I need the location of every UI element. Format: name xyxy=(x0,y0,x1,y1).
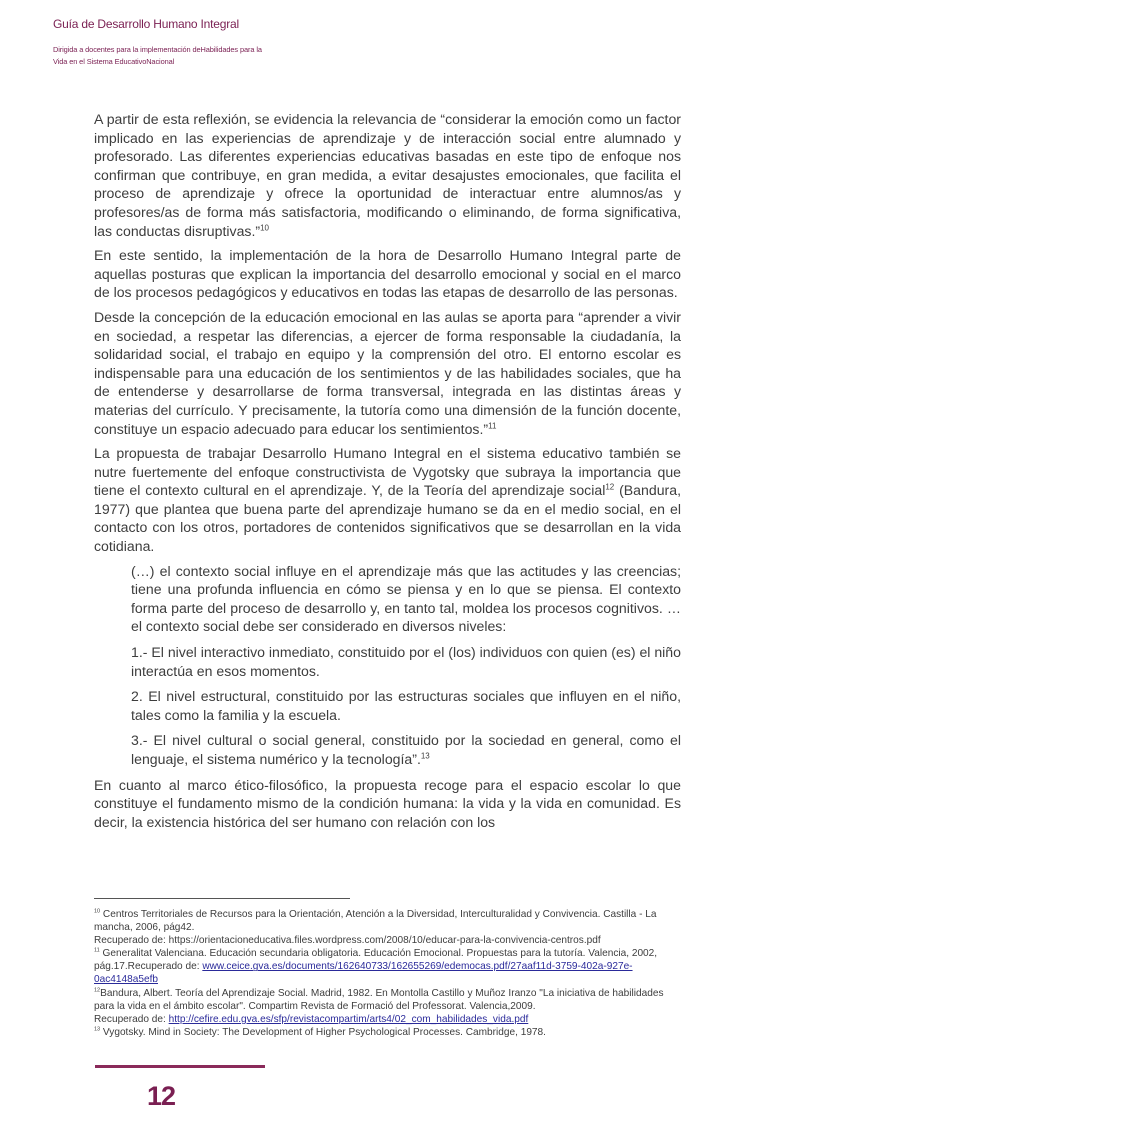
footnote-number: 13 xyxy=(94,1026,101,1033)
quote-intro: (…) el contexto social influye en el aprendizaje más que las actitudes y las creencias; tiene una profunda influencia en cómo se piensa y en lo que se piensa. El contexto forma parte del proceso de desarrollo y, en tanto tal, moldea los procesos cognitivos. … el contexto social debe ser considerado en diversos niveles: xyxy=(131,562,681,635)
footnote-11 xyxy=(94,947,684,986)
quote-item-2: 2. El nivel estructural, constituido por las estructuras sociales que influyen en el niño, tales como la familia y la escuela. xyxy=(131,688,681,723)
footnote-text: Centros Territoriales de Recursos para la Orientación, Atención a la Diversidad, Interculturalidad y Convivencia. Castilla - La mancha, 2006, pág42. xyxy=(94,909,657,934)
footnote-ref-10[interactable]: 10 xyxy=(260,222,269,232)
footnote-10 xyxy=(94,908,684,947)
footnotes xyxy=(94,908,684,1039)
page-number: 12 xyxy=(147,1081,176,1111)
header-subtitle-line1: Dirigida a docentes para la implementación deHabilidades para la xyxy=(53,45,262,54)
footnote-prefix: Recuperado de: xyxy=(94,1013,169,1025)
quote-item-1: 1.- El nivel interactivo inmediato, constituido por el (los) individuos con quien (es) el niño interactúa en esos momentos. xyxy=(131,644,681,679)
footnote-link[interactable]: http://cefire.edu.gva.es/sfp/revistacompartim/arts4/02_com_habilidades_vida.pdf xyxy=(168,1013,529,1025)
paragraph-text-cont: (Bandura, 1977) que plantea que buena parte del aprendizaje humano se da en el medio social, en el contacto con los otros, portadores de contenidos significativos que se desarrollan en la vida cotidiana. xyxy=(94,482,681,555)
paragraph-text: A partir de esta reflexión, se evidencia la relevancia de “considerar la emoción como un factor implicado en las experiencias de aprendizaje y de interacción social entre alumnado y profesorado. Las diferentes experiencias educativas basadas en este tipo de enfoque nos confirman que contribuye, en gran medida, a evitar desajustes emocionales, que facilita el proceso de aprendizaje y ofrece la oportunidad de interactuar entre alumnos/as y profesores/as de forma más satisfactoria, modificando o eliminando, de forma significativa, las conductas disruptivas.” xyxy=(94,111,681,239)
footnotes-divider xyxy=(94,898,350,899)
footnote-12 xyxy=(94,987,684,1026)
body-text xyxy=(94,110,681,837)
paragraph-1 xyxy=(94,110,681,240)
quote-item-3 xyxy=(131,731,681,768)
header-subtitle-line2: Vida en el Sistema EducativoNacional xyxy=(53,57,175,66)
paragraph-2: En este sentido, la implementación de la hora de Desarrollo Humano Integral parte de aquellas posturas que explican la importancia del desarrollo emocional y social en el marco de los procesos pedagógicos y educativos en todas las etapas de desarrollo de las personas. xyxy=(94,247,681,301)
paragraph-4 xyxy=(94,444,681,556)
footnote-text: Bandura, Albert. Teoría del Aprendizaje Social. Madrid, 1982. En Montolla Castillo y Muñoz Iranzo "La iniciativa de habilidades para la vida en el ámbito escolar". Compartim Revista de Formació del Professorat. Valencia,2009. xyxy=(94,987,664,1012)
footnote-link[interactable]: www.ceice.gva.es/documents/162640733/162655269/edemocas.pdf/27aaf11d-3759-402a-927e-0ac4148a5efb xyxy=(94,961,633,986)
closing-paragraph: En cuanto al marco ético-filosófico, la propuesta recoge para el espacio escolar lo que constituye el fundamento mismo de la condición humana: la vida y la vida en comunidad. Es decir, la existencia histórica del ser humano con relación con los xyxy=(94,776,681,830)
paragraph-text: Desde la concepción de la educación emocional en las aulas se aporta para “aprender a vivir en sociedad, a respetar las diferencias, a ejercer de forma responsable la ciudadanía, la solidaridad social, el trabajo en equipo y la comprensión del otro. El entorno escolar es indispensable para una educación de los sentimientos y de las habilidades sociales, que ha de entenderse y desarrollarse de forma transversal, integrada en las distintas áreas y materias del currículo. Y precisamente, la tutoría como una dimensión de la función docente, constituye un espacio adecuado para educar los sentimientos.” xyxy=(94,308,681,437)
paragraph-3 xyxy=(94,308,681,438)
footnote-text: Vygotsky. Mind in Society: The Development of Higher Psychological Processes. Cambridge, 1978. xyxy=(100,1026,546,1038)
quote-item-3-text: 3.- El nivel cultural o social general, constituido por la sociedad en general, como el lenguaje, el sistema numérico y la tecnología”. xyxy=(131,732,681,767)
running-header xyxy=(53,16,262,68)
footnote-number: 11 xyxy=(94,947,100,954)
block-quote xyxy=(131,562,681,769)
page-number-rule xyxy=(95,1065,265,1068)
footnote-url: Recuperado de: https://orientacioneducativa.files.wordpress.com/2008/10/educar-para-la-convivencia-centros.pdf xyxy=(94,935,601,947)
footnote-number: 12 xyxy=(94,987,101,994)
header-subtitle xyxy=(53,44,262,68)
footnote-text: Generalitat Valenciana. Educación secundaria obligatoria. Educación Emocional. Propuestas para la tutoría. Valencia, 2002, pág.17.Recuperado de: xyxy=(94,948,658,973)
footnote-number: 10 xyxy=(94,908,101,915)
footnote-ref-13[interactable]: 13 xyxy=(420,751,430,761)
header-title: Guía de Desarrollo Humano Integral xyxy=(53,17,239,31)
footnote-ref-11[interactable]: 11 xyxy=(488,420,497,430)
paragraph-text: La propuesta de trabajar Desarrollo Humano Integral en el sistema educativo también se nutre fuertemente del enfoque constructivista de Vygotsky que subraya la importancia que tiene el contexto cultural en el aprendizaje. Y, de la Teoría del aprendizaje social xyxy=(94,445,681,499)
footnote-ref-12[interactable]: 12 xyxy=(605,482,615,492)
footnote-13 xyxy=(94,1026,684,1039)
